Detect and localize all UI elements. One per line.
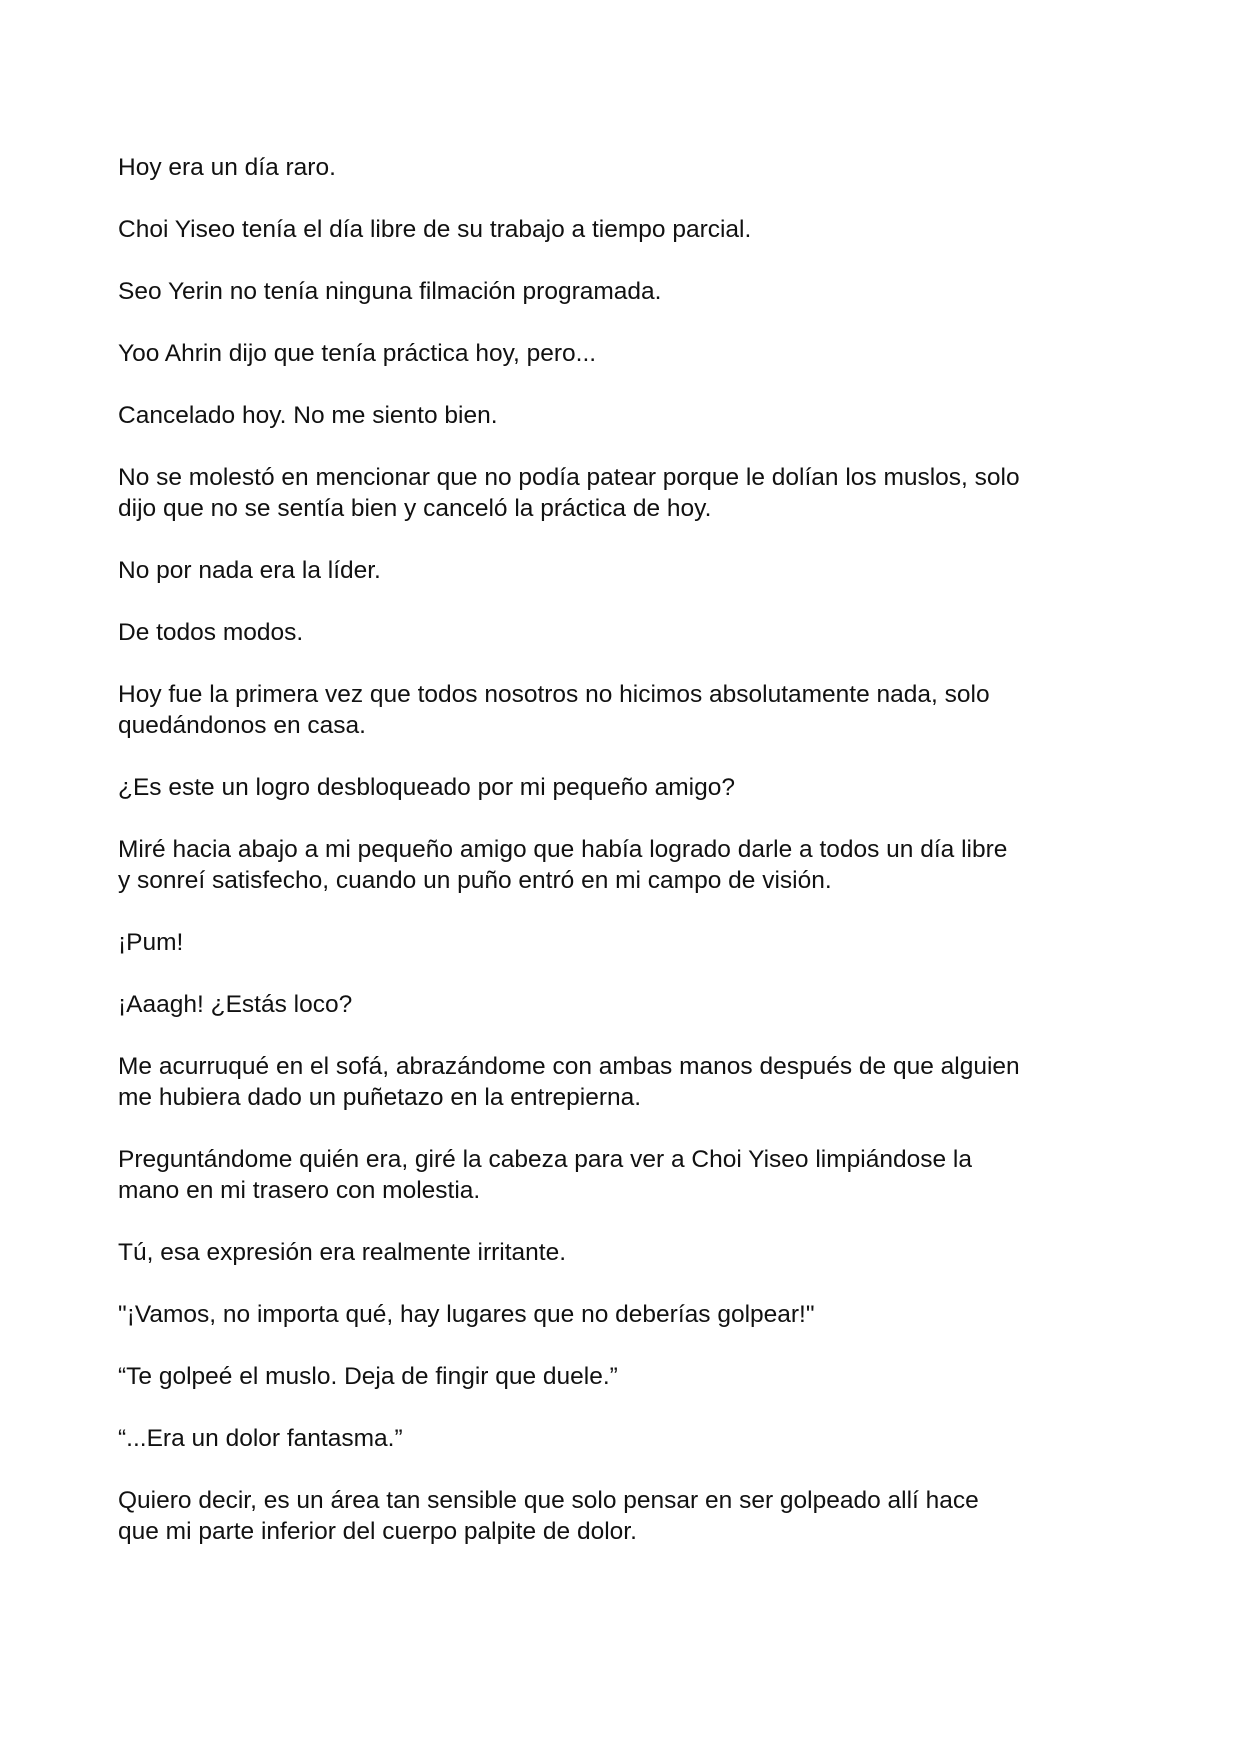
paragraph: No se molestó en mencionar que no podía patear porque le dolían los muslos, solo dijo que no se sentía bien y canceló la práctica de hoy.: [118, 464, 1020, 522]
paragraph: Me acurruqué en el sofá, abrazándome con ambas manos después de que alguien me hubiera dado un puñetazo en la entrepierna.: [118, 1053, 1020, 1111]
paragraph: De todos modos.: [118, 619, 304, 646]
paragraph: Hoy era un día raro.: [118, 154, 336, 181]
paragraph: Preguntándome quién era, giré la cabeza para ver a Choi Yiseo limpiándose la mano en mi trasero con molestia.: [118, 1146, 972, 1204]
paragraph: Cancelado hoy. No me siento bien.: [118, 402, 498, 429]
paragraph: No por nada era la líder.: [118, 557, 381, 584]
document-page: [118, 152, 1128, 1578]
paragraph: “Te golpeé el muslo. Deja de fingir que duele.”: [118, 1363, 618, 1390]
paragraph: ¡Aaagh! ¿Estás loco?: [118, 991, 353, 1018]
paragraph: Seo Yerin no tenía ninguna filmación programada.: [118, 278, 662, 305]
paragraph: Hoy fue la primera vez que todos nosotros no hicimos absolutamente nada, solo quedándonos en casa.: [118, 681, 990, 739]
paragraph: Tú, esa expresión era realmente irritante.: [118, 1239, 567, 1266]
paragraph: Quiero decir, es un área tan sensible que solo pensar en ser golpeado allí hace que mi parte inferior del cuerpo palpite de dolor.: [118, 1487, 979, 1545]
paragraph: ¿Es este un logro desbloqueado por mi pequeño amigo?: [118, 774, 735, 801]
paragraph: ¡Pum!: [118, 929, 184, 956]
paragraph: Yoo Ahrin dijo que tenía práctica hoy, pero...: [118, 340, 597, 367]
paragraph: Miré hacia abajo a mi pequeño amigo que había logrado darle a todos un día libre y sonreí satisfecho, cuando un puño entró en mi campo de visión.: [118, 836, 1008, 894]
paragraph: “...Era un dolor fantasma.”: [118, 1425, 403, 1452]
paragraph: "¡Vamos, no importa qué, hay lugares que no deberías golpear!": [118, 1301, 815, 1328]
paragraph: Choi Yiseo tenía el día libre de su trabajo a tiempo parcial.: [118, 216, 752, 243]
